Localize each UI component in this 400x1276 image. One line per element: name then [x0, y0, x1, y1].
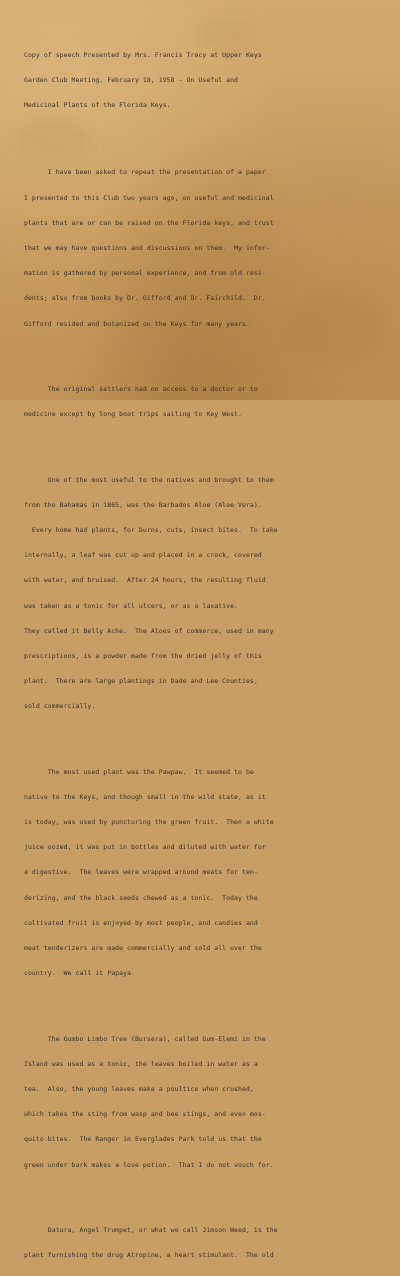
paragraph-line: quito bites. The Ranger in Everglades Park told us that the	[24, 1135, 262, 1144]
typed-text-block	[24, 34, 386, 1276]
header-line: Copy of speech Presented by Mrs. Francis Tracy at Upper Keys	[24, 50, 262, 59]
paragraph-gap	[24, 736, 386, 743]
paragraph-line: plant furnishing the drug Atropine, a heart stimulant. The old	[24, 1251, 274, 1260]
paragraph-line: One of the most useful to the natives and brought to them	[24, 475, 274, 484]
paragraph-line: I have been asked to repeat the presentation of a paper	[24, 168, 266, 177]
paragraph-line: plant. There are large plantings in Dade and Lee Counties,	[24, 677, 258, 686]
paragraph-line: that we may have questions and discussions on them. My infor-	[24, 244, 270, 253]
paragraph-line: The Gumbo Limbo Tree (Bursera), called Gum-Elemi in the	[24, 1034, 266, 1043]
paragraph-line: prescriptions, is a powder made from the dried jelly of this	[24, 651, 262, 660]
paragraph-line: mation is gathered by personal experience, and from old resi-	[24, 269, 266, 278]
paragraph-gap	[24, 1194, 386, 1201]
paragraph-line: dents; also from books by Dr. Gifford and Dr. Fairchild. Dr.	[24, 294, 266, 303]
paragraph-gap	[24, 1003, 386, 1010]
paragraph-line: They called it Belly Ache. The Aloes of commerce, used in many	[24, 626, 274, 635]
paragraph-line: meat tenderizers are made commercially and sold all over the	[24, 944, 262, 953]
paragraph-line: native to the Keys, and though small in the wild state, as it	[24, 792, 266, 801]
paragraph-gap	[24, 135, 386, 143]
paragraph-line: The most used plant was the Pawpaw. It seemed to be	[24, 767, 254, 776]
paragraph-line: plants that are or can be raised on the Florida keys, and trust	[24, 218, 274, 227]
paragraph-line: which takes the sting from wasp and bee stings, and even mos-	[24, 1110, 266, 1119]
paragraph-line: Island was used as a tonic, the leaves boiled in water as a	[24, 1059, 258, 1068]
paragraph-line: Gifford resided and botanized on the Keys for many years.	[24, 319, 250, 328]
paragraph-line: is today, was used by puncturing the green fruit. Then a white	[24, 818, 274, 827]
paragraph-line: cultivated fruit is enjoyed by most people, and candies and	[24, 918, 258, 927]
paragraph-line: internally, a leaf was cut up and placed in a crock, covered	[24, 551, 262, 560]
paragraph-line: Datura, Angel Trumpet, or what we call Jimson Weed, is the	[24, 1225, 278, 1234]
paragraph-line: I presented to this Club two years ago, on useful and medicinal	[24, 193, 274, 202]
header-line: Medicinal Plants of the Florida Keys.	[24, 101, 171, 110]
header-line: Garden Club Meeting, February 18, 1958 - On Useful and	[24, 76, 239, 85]
paragraph-line: The original settlers had no access to a doctor or to	[24, 384, 258, 393]
paragraph-line: country. We call it Papaya.	[24, 969, 135, 978]
paragraph-line: was taken as a tonic for all ulcers, or as a laxative.	[24, 601, 239, 610]
paragraph-line: tea. Also, the young leaves make a poultice when crushed,	[24, 1085, 254, 1094]
paragraph-gap	[24, 444, 386, 451]
paragraph-line: with water, and bruised. After 24 hours, the resulting fluid	[24, 576, 266, 585]
paragraph-line: a digestive. The leaves were wrapped around meats for ten-	[24, 868, 258, 877]
paragraph-line: sold commercially.	[24, 702, 96, 711]
paragraph-line: juice oozed, it was put in bottles and diluted with water for	[24, 843, 266, 852]
paragraph-line: medicine except by long boat trips sailing to Key West.	[24, 410, 242, 419]
paragraph-line: from the Bahamas in 1865, was the Barbados Aloe (Aloe Vera).	[24, 500, 262, 509]
paragraph-line: green under bark makes a love potion. That I do not vouch for.	[24, 1160, 274, 1169]
paragraph-line: Every home had plants, for burns, cuts, insect bites. To take	[24, 525, 278, 534]
paragraph-gap	[24, 353, 386, 360]
paragraph-line: derizing, and the black seeds chewed as a tonic. Today the	[24, 893, 258, 902]
